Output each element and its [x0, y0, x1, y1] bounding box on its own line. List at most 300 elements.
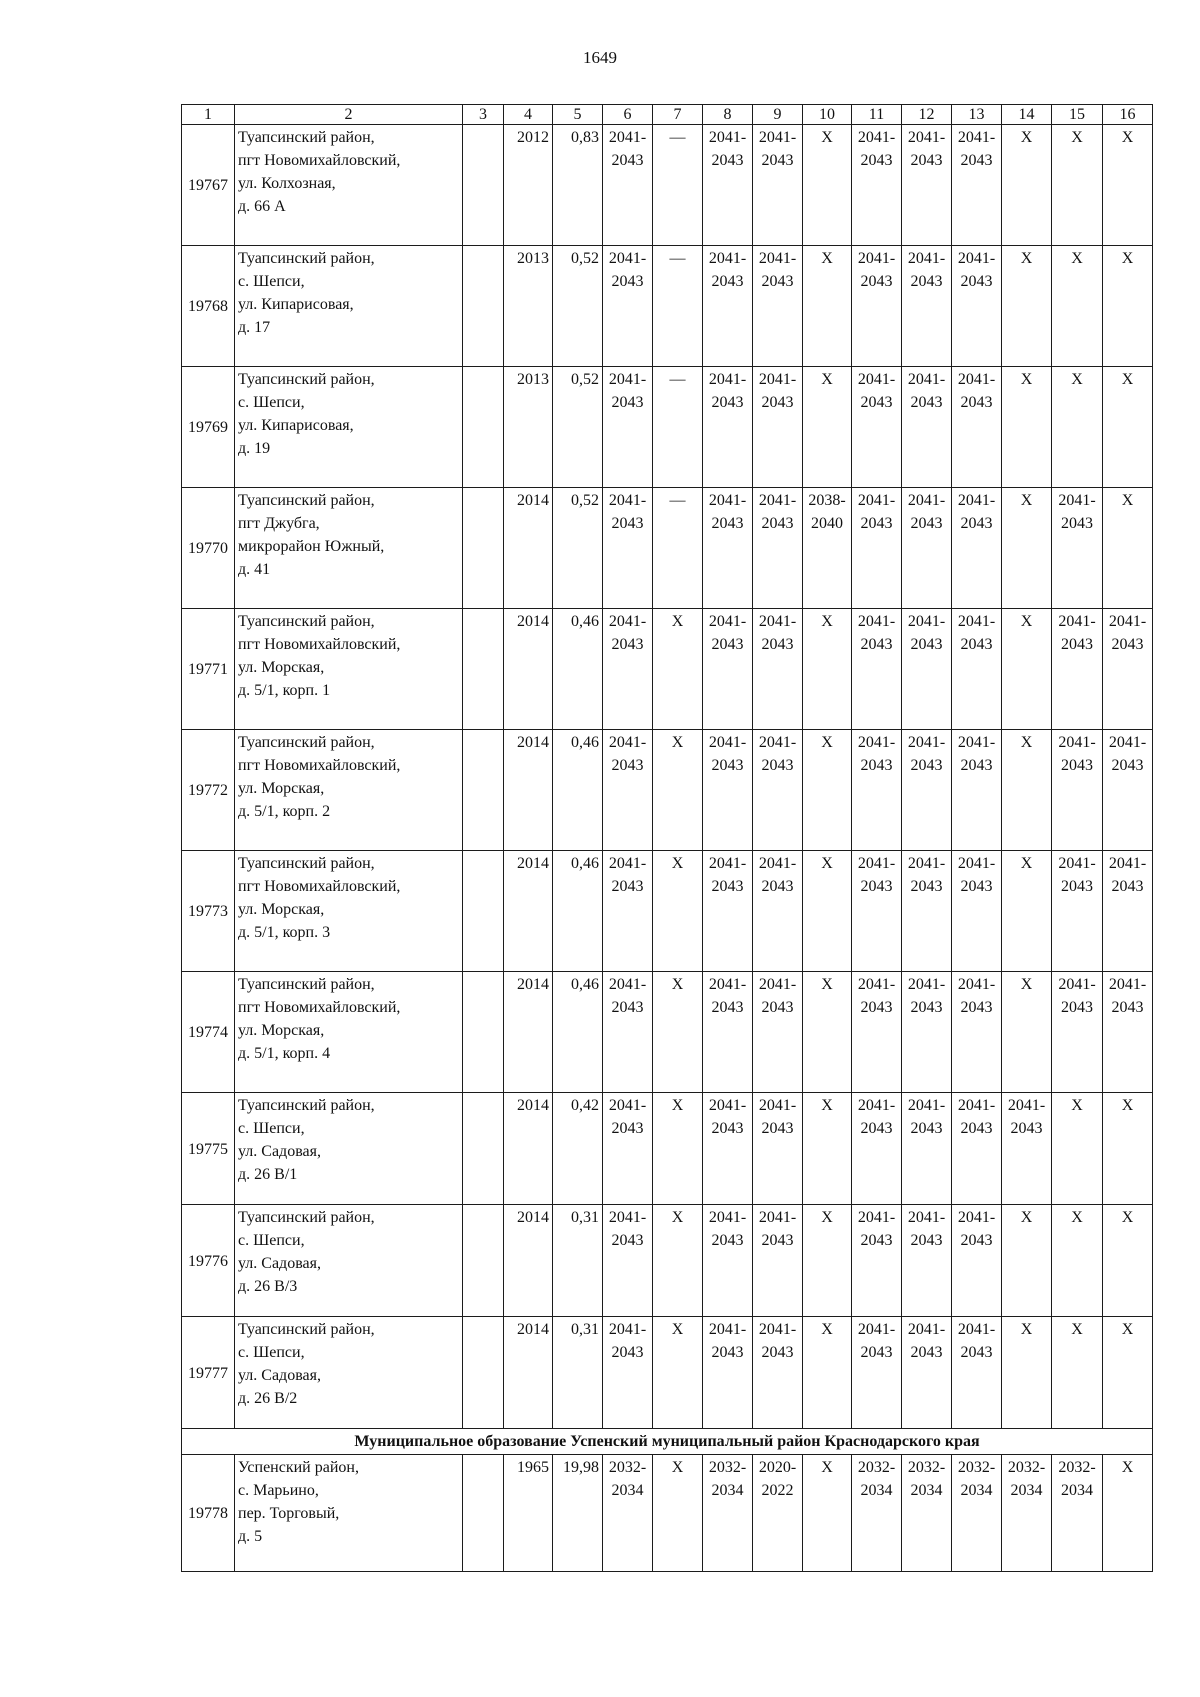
period-cell-c14: [1002, 1205, 1052, 1317]
period-line: 2043: [960, 757, 993, 774]
period-cell-c6: [603, 246, 653, 367]
address-line: д. 66 А: [238, 198, 286, 215]
period-line: 2043: [611, 999, 644, 1016]
period-line: 2043: [960, 636, 993, 653]
period-line: 2041-: [857, 129, 896, 146]
year-cell: 2012: [504, 125, 553, 246]
address-line: пгт Новомихайловский,: [238, 152, 401, 169]
period-line: 2043: [711, 1344, 744, 1361]
period-line: —: [669, 492, 686, 509]
period-cell-c11: [852, 972, 902, 1093]
address-line: д. 41: [238, 561, 271, 578]
period-cell-c6: [603, 1205, 653, 1317]
column-3-cell: [463, 246, 504, 367]
period-cell-c10: [803, 1093, 852, 1205]
period-line: X: [671, 1321, 684, 1338]
period-line: X: [671, 976, 684, 993]
period-line: 2043: [860, 394, 893, 411]
period-line: 2041-: [957, 976, 996, 993]
period-line: 2022: [761, 1482, 794, 1499]
period-line: 2041-: [608, 1097, 647, 1114]
period-line: 2032-: [857, 1459, 896, 1476]
address-line: Туапсинский район,: [238, 1321, 375, 1338]
period-line: 2043: [1111, 757, 1144, 774]
column-header: 15: [1052, 105, 1103, 125]
period-cell-c8: [703, 1205, 753, 1317]
period-cell-c8: [703, 1455, 753, 1572]
period-line: 2041-: [758, 129, 797, 146]
period-line: X: [821, 371, 833, 388]
period-line: 2043: [910, 999, 943, 1016]
period-cell-c11: [852, 1093, 902, 1205]
period-cell-c9: [753, 367, 803, 488]
address-line: Туапсинский район,: [238, 1097, 375, 1114]
period-line: 2041-: [708, 613, 747, 630]
period-line: 2041-: [608, 1209, 647, 1226]
period-line: 2020-: [758, 1459, 797, 1476]
column-3-cell: [463, 609, 504, 730]
period-line: X: [821, 734, 833, 751]
column-3-cell: [463, 488, 504, 609]
period-cell-c11: [852, 1205, 902, 1317]
period-line: 2034: [1010, 1482, 1043, 1499]
period-cell-c10: [803, 730, 852, 851]
period-cell-c8: [703, 1093, 753, 1205]
period-line: X: [1020, 250, 1033, 267]
column-header: 1: [182, 105, 235, 125]
section-title: Муниципальное образование Успенский муниципальный район Краснодарского края: [182, 1429, 1153, 1455]
period-cell-c14: [1002, 609, 1052, 730]
address-line: с. Шепси,: [238, 273, 305, 290]
year-cell: 1965: [504, 1455, 553, 1572]
period-cell-c12: [902, 1205, 952, 1317]
period-line: X: [821, 1459, 833, 1476]
address-line: пгт Новомихайловский,: [238, 757, 401, 774]
period-cell-c16: [1103, 972, 1153, 1093]
period-line: 2043: [611, 1232, 644, 1249]
period-line: 2043: [960, 1344, 993, 1361]
period-line: 2043: [611, 636, 644, 653]
address-line: с. Шепси,: [238, 394, 305, 411]
period-line: 2043: [960, 999, 993, 1016]
registry-body: [182, 125, 1153, 1572]
period-line: 2041-: [758, 492, 797, 509]
period-cell-c9: [753, 246, 803, 367]
year-cell: 2014: [504, 730, 553, 851]
record-number: 19774: [182, 972, 235, 1093]
period-cell-c6: [603, 609, 653, 730]
period-cell-c7: [653, 246, 703, 367]
ratio-cell: 0,52: [553, 246, 603, 367]
column-header: 9: [753, 105, 803, 125]
column-header: 12: [902, 105, 952, 125]
period-line: 2041-: [957, 1209, 996, 1226]
period-line: 2032-: [957, 1459, 996, 1476]
period-line: 2032-: [708, 1459, 747, 1476]
period-line: 2041-: [857, 734, 896, 751]
address-line: ул. Кипарисовая,: [238, 417, 354, 434]
address-line: д. 26 В/2: [238, 1390, 298, 1407]
period-cell-c16: [1103, 1317, 1153, 1429]
period-cell-c16: [1103, 246, 1153, 367]
section-header-row: [182, 1429, 1153, 1455]
period-line: 2041-: [708, 976, 747, 993]
period-line: X: [821, 1209, 833, 1226]
period-line: 2032-: [1007, 1459, 1046, 1476]
period-line: X: [821, 129, 833, 146]
year-cell: 2014: [504, 609, 553, 730]
period-line: 2043: [711, 394, 744, 411]
period-line: 2043: [761, 273, 794, 290]
period-line: 2043: [711, 515, 744, 532]
period-line: 2041-: [758, 1321, 797, 1338]
period-cell-c7: [653, 488, 703, 609]
period-line: 2041-: [857, 250, 896, 267]
address-line: пгт Новомихайловский,: [238, 878, 401, 895]
period-line: X: [1020, 613, 1033, 630]
period-line: 2043: [611, 394, 644, 411]
period-cell-c14: [1002, 851, 1052, 972]
period-line: X: [1121, 1209, 1134, 1226]
period-line: 2041-: [957, 129, 996, 146]
period-line: 2041-: [1058, 613, 1096, 630]
record-number: 19777: [182, 1317, 235, 1429]
period-line: X: [671, 855, 684, 872]
address-line: Туапсинский район,: [238, 613, 375, 630]
period-line: 2041-: [957, 1321, 996, 1338]
period-cell-c16: [1103, 730, 1153, 851]
registry-table: [181, 104, 1153, 1572]
period-cell-c15: [1052, 1205, 1103, 1317]
record-number: 19768: [182, 246, 235, 367]
period-line: 2043: [1010, 1120, 1043, 1137]
period-line: 2041-: [708, 492, 747, 509]
period-line: 2043: [910, 152, 943, 169]
column-header: 14: [1002, 105, 1052, 125]
period-line: X: [1071, 371, 1083, 388]
period-cell-c8: [703, 488, 753, 609]
period-cell-c10: [803, 972, 852, 1093]
period-line: 2041-: [608, 371, 647, 388]
period-line: 2034: [910, 1482, 943, 1499]
period-cell-c14: [1002, 1317, 1052, 1429]
table-row: [182, 1205, 1153, 1317]
record-number: 19772: [182, 730, 235, 851]
period-line: 2043: [1061, 757, 1093, 774]
period-line: X: [1020, 855, 1033, 872]
period-line: 2041-: [957, 613, 996, 630]
period-line: 2034: [960, 1482, 993, 1499]
period-line: 2043: [711, 757, 744, 774]
year-cell: 2014: [504, 851, 553, 972]
period-cell-c7: [653, 1317, 703, 1429]
period-cell-c13: [952, 609, 1002, 730]
period-cell-c12: [902, 488, 952, 609]
record-number: 19769: [182, 367, 235, 488]
period-line: 2041-: [608, 250, 647, 267]
period-line: 2041-: [708, 1209, 747, 1226]
address-cell: [235, 1317, 463, 1429]
table-row: [182, 972, 1153, 1093]
period-cell-c15: [1052, 488, 1103, 609]
column-3-cell: [463, 972, 504, 1093]
period-cell-c9: [753, 1455, 803, 1572]
address-cell: [235, 609, 463, 730]
period-line: 2041-: [907, 1209, 946, 1226]
period-line: 2043: [860, 1344, 893, 1361]
period-line: 2041-: [758, 976, 797, 993]
year-cell: 2014: [504, 1205, 553, 1317]
period-line: X: [671, 613, 684, 630]
period-cell-c6: [603, 851, 653, 972]
period-cell-c14: [1002, 488, 1052, 609]
period-cell-c14: [1002, 1455, 1052, 1572]
ratio-cell: 0,31: [553, 1317, 603, 1429]
year-cell: 2013: [504, 367, 553, 488]
period-cell-c10: [803, 246, 852, 367]
period-line: 2043: [761, 394, 794, 411]
period-cell-c8: [703, 246, 753, 367]
period-line: 2043: [761, 999, 794, 1016]
address-line: д. 17: [238, 319, 271, 336]
address-line: Туапсинский район,: [238, 371, 375, 388]
address-line: Туапсинский район,: [238, 1209, 375, 1226]
period-line: 2043: [960, 273, 993, 290]
period-cell-c16: [1103, 609, 1153, 730]
period-line: —: [669, 129, 686, 146]
period-cell-c13: [952, 1205, 1002, 1317]
address-line: д. 5: [238, 1528, 263, 1545]
address-line: ул. Морская,: [238, 780, 325, 797]
period-line: 2043: [761, 152, 794, 169]
address-line: д. 5/1, корп. 4: [238, 1045, 331, 1062]
period-line: 2043: [860, 757, 893, 774]
period-line: 2041-: [708, 371, 747, 388]
period-line: 2041-: [907, 371, 946, 388]
address-line: ул. Морская,: [238, 659, 325, 676]
record-number: 19776: [182, 1205, 235, 1317]
address-line: Туапсинский район,: [238, 129, 375, 146]
period-line: 2041-: [957, 492, 996, 509]
period-line: 2041-: [608, 976, 647, 993]
address-line: ул. Колхозная,: [238, 175, 336, 192]
period-cell-c9: [753, 1317, 803, 1429]
period-line: 2043: [761, 515, 794, 532]
period-line: X: [821, 250, 833, 267]
address-line: с. Шепси,: [238, 1232, 305, 1249]
period-cell-c13: [952, 246, 1002, 367]
period-cell-c7: [653, 1205, 703, 1317]
period-line: X: [1121, 1459, 1134, 1476]
address-line: ул. Садовая,: [238, 1143, 321, 1160]
period-line: 2043: [611, 152, 644, 169]
address-cell: [235, 730, 463, 851]
period-line: 2032-: [608, 1459, 647, 1476]
period-line: X: [821, 1321, 833, 1338]
address-line: с. Шепси,: [238, 1120, 305, 1137]
period-cell-c15: [1052, 1455, 1103, 1572]
period-line: 2043: [611, 1344, 644, 1361]
period-line: 2041-: [758, 1209, 797, 1226]
period-cell-c12: [902, 125, 952, 246]
year-cell: 2014: [504, 1317, 553, 1429]
period-cell-c12: [902, 972, 952, 1093]
period-cell-c15: [1052, 609, 1103, 730]
period-line: 2043: [711, 999, 744, 1016]
period-line: 2041-: [907, 1321, 946, 1338]
period-cell-c7: [653, 730, 703, 851]
column-3-cell: [463, 851, 504, 972]
period-line: X: [1020, 1209, 1033, 1226]
period-cell-c14: [1002, 125, 1052, 246]
period-line: X: [1020, 371, 1033, 388]
period-line: 2043: [761, 1344, 794, 1361]
period-cell-c12: [902, 1455, 952, 1572]
address-line: ул. Кипарисовая,: [238, 296, 354, 313]
period-line: 2041-: [758, 250, 797, 267]
period-line: 2043: [611, 1120, 644, 1137]
period-line: 2041-: [907, 250, 946, 267]
record-number: 19771: [182, 609, 235, 730]
period-line: 2041-: [957, 1097, 996, 1114]
period-cell-c13: [952, 972, 1002, 1093]
period-line: 2043: [611, 515, 644, 532]
period-line: X: [671, 734, 684, 751]
period-cell-c15: [1052, 125, 1103, 246]
column-header: 16: [1103, 105, 1153, 125]
period-cell-c10: [803, 851, 852, 972]
period-line: 2041-: [907, 1097, 946, 1114]
period-line: 2041-: [1108, 855, 1147, 872]
period-line: 2043: [910, 757, 943, 774]
address-line: д. 26 В/1: [238, 1166, 298, 1183]
period-line: X: [821, 613, 833, 630]
period-line: X: [1121, 129, 1134, 146]
period-cell-c11: [852, 246, 902, 367]
column-header: 11: [852, 105, 902, 125]
period-cell-c9: [753, 488, 803, 609]
period-line: 2043: [860, 1120, 893, 1137]
period-line: 2041-: [857, 371, 896, 388]
period-line: 2043: [1111, 636, 1144, 653]
period-cell-c11: [852, 125, 902, 246]
period-line: 2041-: [907, 976, 946, 993]
period-line: 2043: [711, 636, 744, 653]
record-number: 19778: [182, 1455, 235, 1572]
period-cell-c13: [952, 1093, 1002, 1205]
period-cell-c8: [703, 851, 753, 972]
table-row: [182, 1093, 1153, 1205]
ratio-cell: 0,52: [553, 488, 603, 609]
period-line: 2034: [860, 1482, 893, 1499]
period-cell-c8: [703, 367, 753, 488]
column-3-cell: [463, 1455, 504, 1572]
period-line: 2041-: [708, 129, 747, 146]
period-line: 2043: [910, 273, 943, 290]
period-cell-c7: [653, 1455, 703, 1572]
column-3-cell: [463, 1093, 504, 1205]
period-line: 2041-: [857, 1097, 896, 1114]
year-cell: 2014: [504, 1093, 553, 1205]
period-cell-c8: [703, 125, 753, 246]
address-line: Туапсинский район,: [238, 250, 375, 267]
period-line: 2038-: [808, 492, 846, 509]
period-cell-c15: [1052, 1317, 1103, 1429]
period-cell-c9: [753, 1205, 803, 1317]
ratio-cell: 19,98: [553, 1455, 603, 1572]
period-line: X: [1020, 734, 1033, 751]
ratio-cell: 0,46: [553, 851, 603, 972]
record-number: 19767: [182, 125, 235, 246]
period-line: 2043: [960, 152, 993, 169]
period-line: 2032-: [907, 1459, 946, 1476]
period-line: 2041-: [957, 734, 996, 751]
period-line: 2041-: [907, 734, 946, 751]
period-line: 2043: [910, 1232, 943, 1249]
period-cell-c16: [1103, 488, 1153, 609]
address-line: пгт Новомихайловский,: [238, 999, 401, 1016]
address-line: ул. Садовая,: [238, 1367, 321, 1384]
period-line: 2041-: [758, 613, 797, 630]
address-line: микрорайон Южный,: [238, 538, 385, 555]
period-line: 2041-: [708, 250, 747, 267]
address-line: Успенский район,: [238, 1459, 359, 1476]
period-line: 2041-: [758, 734, 797, 751]
period-line: 2043: [611, 273, 644, 290]
period-cell-c11: [852, 488, 902, 609]
period-cell-c9: [753, 125, 803, 246]
period-line: 2043: [860, 878, 893, 895]
period-cell-c13: [952, 730, 1002, 851]
period-line: 2043: [910, 394, 943, 411]
period-cell-c9: [753, 609, 803, 730]
period-line: X: [1020, 1321, 1033, 1338]
period-cell-c7: [653, 609, 703, 730]
period-line: X: [821, 976, 833, 993]
period-line: X: [1071, 129, 1083, 146]
period-line: 2043: [960, 515, 993, 532]
period-cell-c11: [852, 1455, 902, 1572]
period-cell-c11: [852, 730, 902, 851]
period-cell-c15: [1052, 1093, 1103, 1205]
column-header: 2: [235, 105, 463, 125]
period-line: X: [1121, 1321, 1134, 1338]
period-line: 2041-: [1007, 1097, 1046, 1114]
table-row: [182, 367, 1153, 488]
period-cell-c9: [753, 972, 803, 1093]
column-header-row: [182, 105, 1153, 125]
period-line: 2043: [1061, 515, 1093, 532]
period-line: 2043: [910, 878, 943, 895]
period-cell-c12: [902, 1093, 952, 1205]
period-line: 2043: [761, 1232, 794, 1249]
period-line: 2041-: [1058, 976, 1096, 993]
period-line: 2041-: [608, 613, 647, 630]
period-line: 2041-: [758, 371, 797, 388]
column-header: 8: [703, 105, 753, 125]
address-line: д. 19: [238, 440, 271, 457]
address-line: д. 5/1, корп. 1: [238, 682, 331, 699]
period-line: 2043: [761, 757, 794, 774]
address-line: Туапсинский район,: [238, 492, 375, 509]
ratio-cell: 0,46: [553, 972, 603, 1093]
period-line: X: [1121, 250, 1134, 267]
period-cell-c15: [1052, 246, 1103, 367]
period-line: 2043: [1061, 878, 1093, 895]
period-cell-c12: [902, 609, 952, 730]
period-line: 2043: [860, 636, 893, 653]
period-line: 2043: [860, 273, 893, 290]
